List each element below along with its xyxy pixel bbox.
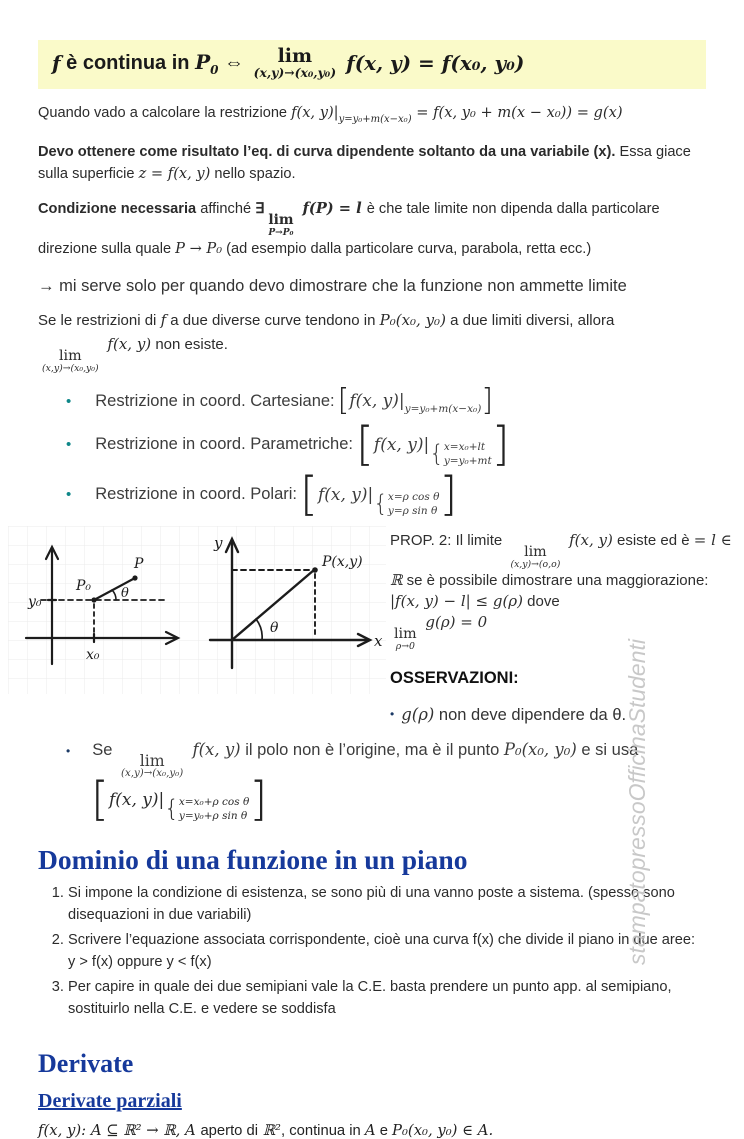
brace-icon: { <box>373 491 388 518</box>
arrow-note: → mi serve solo per quando devo dimostrare che la funzione non ammette limite <box>38 277 627 296</box>
math-fragment: f(x, y)| <box>349 391 405 412</box>
exists-symbol: ∃ <box>255 200 265 217</box>
text-fragment: Se <box>92 740 117 759</box>
right-bracket: ] <box>249 772 268 827</box>
point-Pxy <box>312 567 318 573</box>
text-fragment: non deve dipendere da θ. <box>434 706 627 725</box>
point-P0 <box>91 597 96 602</box>
math-fragment: = f(x, y₀ + m(x − x₀)) = g(x) <box>411 104 623 122</box>
highlight-title <box>38 40 706 89</box>
text-fragment: è che tale limite non dipenda dalla particolare direzione sulla quale <box>38 200 660 257</box>
text-fragment: Essa giace sulla superficie <box>38 143 691 182</box>
text-fragment: e si usa <box>576 740 639 759</box>
label-Pxy: P(x,y) <box>322 553 363 570</box>
math-fragment: f(x, y)| <box>317 484 374 505</box>
math-fragment: g(ρ) = 0 <box>420 613 488 632</box>
label-theta-left: θ <box>121 585 129 601</box>
text-fragment: aperto di <box>200 1122 259 1139</box>
osservazioni-heading: OSSERVAZIONI: <box>390 668 519 687</box>
lim-word: lim <box>394 626 417 643</box>
condition-1: x=x₀+lt <box>443 441 486 454</box>
restriction-label: Restrizione in coord. Polari: <box>95 485 298 504</box>
restriction-label: Restrizione in coord. Cartesiane: <box>95 391 335 410</box>
label-x0: x₀ <box>86 646 100 663</box>
paragraph-devo <box>38 141 706 185</box>
condition-1: x=ρ cos θ <box>387 490 440 503</box>
dominio-item-1: 1. Si impone la condizione di esistenza, se sono più di una vanno poste a sistema. (spesso sono disequazioni in due variabili) <box>68 883 706 927</box>
restriction-list <box>0 383 706 522</box>
list-item-polari <box>66 467 706 522</box>
math-fragment: P₀(x₀, y₀) <box>379 311 446 330</box>
right-bracket: ] <box>439 467 458 522</box>
left-bracket: [ <box>337 383 350 419</box>
paragraph-restrizione <box>38 102 706 127</box>
left-bracket: [ <box>91 772 109 827</box>
text-fragment: a due limiti diversi, allora <box>445 312 615 330</box>
condizione-lim <box>268 211 294 238</box>
condition-1: x=x₀+ρ cos θ <box>178 796 250 809</box>
restriction-label: Restrizione in coord. Parametriche: <box>95 435 353 454</box>
navy-bullet-icon: • <box>390 707 395 722</box>
grid-paper-background <box>8 526 386 694</box>
text-fragment: il polo non è l’origine, ma è il punto <box>240 740 504 759</box>
left-bracket: [ <box>300 467 318 522</box>
label-P: P <box>134 555 144 572</box>
math-fragment: P₀(x₀, y₀) <box>503 739 577 759</box>
se-lim <box>42 349 99 374</box>
math-fragment: f(x, y) <box>564 530 613 549</box>
math-fragment: |f(x, y) − l| ≤ g(ρ) <box>390 591 523 610</box>
math-fragment: z = f(x, y) <box>138 164 211 182</box>
derivate-heading: Derivate <box>38 1048 134 1078</box>
title-f: f <box>52 51 61 76</box>
math-subscript: y=y₀+m(x−x₀) <box>338 114 412 126</box>
derivate-body <box>38 1122 706 1139</box>
list-item-parametriche <box>66 417 706 472</box>
dominio-list <box>38 883 706 1020</box>
math-fragment: A <box>364 1121 376 1139</box>
paragraph-se-restrizioni <box>38 309 706 373</box>
title-P-sub: 0 <box>210 62 219 77</box>
hand-drawn-diagrams <box>8 526 386 694</box>
text-fragment: nello spazio. <box>210 165 296 182</box>
condition-2: y=y₀+ρ sin θ <box>178 809 248 822</box>
lim-under: (x,y)→(x₀,y₀) <box>42 363 99 375</box>
document-page <box>0 40 744 1139</box>
text-fragment: Quando vado a calcolare la restrizione <box>38 105 292 122</box>
label-y-axis: y <box>214 533 223 552</box>
label-theta-right: θ <box>270 619 279 636</box>
polo-bullet <box>66 740 706 780</box>
paragraph-condizione <box>38 198 706 260</box>
label-y0: y₀ <box>28 593 42 610</box>
lim-word: lim <box>59 347 82 364</box>
text-fragment: dove <box>522 592 560 610</box>
lim-under: ρ→0 <box>395 641 415 653</box>
dominio-heading: Dominio di una funzione in un piano <box>38 844 468 876</box>
condition-2: y=y₀+mt <box>443 454 492 467</box>
prop2-lim <box>510 545 560 570</box>
lim-under: (x,y)→(o,o) <box>510 559 561 571</box>
condition-stack <box>388 491 439 518</box>
math-fragment: g(ρ) <box>401 705 435 725</box>
lim-word: lim <box>139 750 165 770</box>
title-rhs: f(x, y) = f(x₀, y₀) <box>346 51 525 76</box>
prop2-lim2 <box>394 627 417 652</box>
figure-row <box>8 526 744 728</box>
bold-text: Condizione necessaria <box>38 200 197 217</box>
math-fragment: f(P) = l <box>297 199 367 217</box>
prop2-paragraph <box>390 530 738 652</box>
math-fragment: f(x, y) <box>102 334 152 353</box>
text-fragment: esiste ed è <box>612 531 694 549</box>
math-fragment: P₀(x₀, y₀) ∈ A. <box>392 1121 494 1139</box>
list-item-cartesiane <box>66 383 706 419</box>
text-fragment: a due diverse curve tendono in <box>166 312 380 330</box>
dominio-item-3: 3. Per capire in quale dei due semipiani vale la C.E. basta prendere un punto app. al semipiano, sostituirlo nella C.E. e vedere se soddisfa <box>68 977 706 1021</box>
text-fragment: (ad esempio dalla particolare curva, parabola, retta ecc.) <box>222 240 592 257</box>
math-fragment: f(x, y)| <box>373 434 430 455</box>
prop2-column <box>390 526 738 728</box>
bold-text: Devo ottenere come risultato l’eq. di curva dipendente soltanto da una variabile (x). <box>38 143 616 160</box>
brace-icon: { <box>164 796 179 823</box>
dominio-item-2: 2. Scrivere l’equazione associata corrispondente, cioè una curva f(x) che divide il piano in due aree: y > f(x) oppure y < f(x) <box>68 930 706 974</box>
math-fragment: f(x, y) <box>187 739 241 759</box>
lim-under: P→P₀ <box>268 227 294 238</box>
title-lim <box>254 47 337 79</box>
left-bracket: [ <box>355 417 374 472</box>
label-x-axis: x <box>374 631 383 650</box>
math-fragment: f(x, y)| <box>291 104 339 122</box>
title-text: è continua in <box>60 51 196 74</box>
condition-stack <box>444 441 492 468</box>
lim-under: (x,y)→(x₀,y₀) <box>253 65 337 80</box>
math-fragment: = l ∈ ℝ <box>390 530 732 589</box>
lim-word: lim <box>524 543 547 560</box>
text-fragment: PROP. 2: Il limite <box>390 531 507 549</box>
text-fragment: Se le restrizioni di <box>38 312 161 330</box>
text-fragment: e <box>375 1122 393 1139</box>
right-bracket: ] <box>481 383 494 419</box>
math-fragment: f <box>160 311 167 330</box>
point-P <box>132 575 137 580</box>
teal-bullet-icon: • <box>66 436 72 454</box>
text-fragment: , continua in <box>280 1122 365 1139</box>
condition-stack <box>179 796 249 823</box>
formula-polari <box>300 467 458 522</box>
title-iff: ⇔ <box>218 51 250 74</box>
text-fragment: affinché <box>196 200 256 217</box>
formula-cartesiane <box>337 383 494 419</box>
text-fragment: non esiste. <box>151 335 228 353</box>
text-fragment: se è possibile dimostrare una maggiorazione: <box>402 571 709 589</box>
label-P0: P₀ <box>76 577 92 594</box>
condition-2: y=ρ sin θ <box>387 504 438 517</box>
polo-lim <box>120 750 184 780</box>
math-fragment: f(x, y): A ⊆ ℝ² → ℝ, A <box>38 1121 201 1139</box>
lim-word: lim <box>277 45 313 67</box>
osservazioni-bullet <box>390 703 738 727</box>
teal-bullet-icon: • <box>66 392 72 410</box>
math-fragment: ℝ² <box>258 1121 281 1139</box>
math-fragment: f(x, y)| <box>108 789 165 810</box>
formula-parametriche <box>355 417 510 472</box>
derivate-parziali-subheading: Derivate parziali <box>38 1089 182 1112</box>
polo-text <box>92 740 638 780</box>
lim-under: (x,y)→(x₀,y₀) <box>120 768 184 780</box>
math-subscript: y=y₀+m(x−x₀) <box>404 403 482 416</box>
title-P: $P_0$ <box>195 49 219 77</box>
teal-bullet-icon: • <box>66 486 72 504</box>
lim-word: lim <box>268 211 294 228</box>
watermark: stampatopressoOfficinaStudenti <box>624 638 650 965</box>
navy-bullet-icon: • <box>66 743 71 758</box>
brace-icon: { <box>429 441 444 468</box>
right-bracket: ] <box>491 417 510 472</box>
math-fragment: P → P₀ <box>175 239 223 257</box>
